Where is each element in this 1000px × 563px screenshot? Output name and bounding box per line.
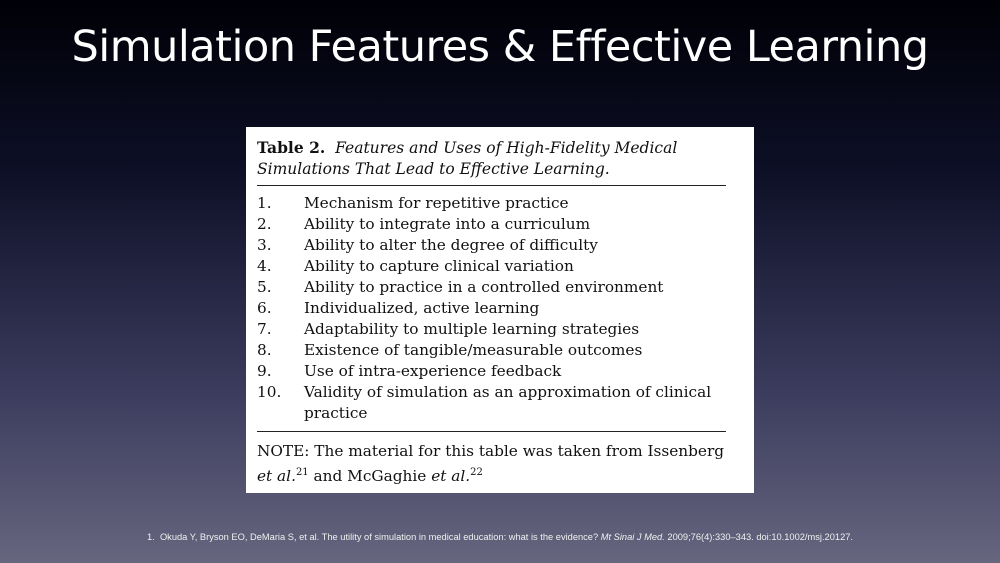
feature-text: Use of intra-experience feedback [304, 362, 562, 380]
table-label: Table 2. [257, 138, 326, 157]
feature-item [257, 361, 726, 382]
feature-item [257, 382, 726, 424]
feature-number: 7. [257, 320, 272, 338]
feature-text: Individualized, active learning [304, 299, 540, 317]
feature-text: Mechanism for repetitive practice [304, 194, 569, 212]
feature-text: Ability to practice in a controlled environment [304, 278, 664, 296]
note-author1: et al. [257, 467, 296, 486]
table-caption-text: Features and Uses of High-Fidelity Medical Simulations That Lead to Effective Learning. [257, 139, 678, 178]
table-image [246, 127, 754, 493]
feature-number: 1. [257, 194, 272, 212]
citation-journal: Mt Sinai J Med. [600, 532, 665, 542]
note-ref2: 22 [470, 467, 483, 478]
feature-text: Ability to alter the degree of difficulty [304, 236, 598, 254]
feature-number: 4. [257, 257, 272, 275]
feature-text: Ability to capture clinical variation [304, 257, 574, 275]
citation-authors: Okuda Y, Bryson EO, DeMaria S, et al. The utility of simulation in medical education: what is the evidence? [159, 532, 599, 542]
feature-number: 2. [257, 215, 272, 233]
feature-number: 5. [257, 278, 272, 296]
table-caption [257, 137, 726, 180]
note-middle: and McGaghie [313, 467, 427, 486]
feature-item [257, 235, 726, 256]
note-author2: et al. [431, 467, 471, 486]
citation [0, 532, 1000, 542]
slide-title: Simulation Features & Effective Learning [71, 22, 929, 72]
note-ref1: 21 [295, 467, 309, 478]
feature-item [257, 298, 726, 319]
feature-item [257, 214, 726, 235]
feature-number: 3. [257, 236, 272, 254]
feature-list [257, 193, 726, 424]
feature-number: 10. [257, 383, 282, 401]
feature-text: Ability to integrate into a curriculum [304, 215, 591, 233]
table-note [257, 440, 726, 487]
feature-text: Existence of tangible/measurable outcomes [304, 341, 643, 359]
feature-item [257, 277, 726, 298]
feature-text: Adaptability to multiple learning strategies [304, 320, 640, 338]
table-rule-bottom [257, 431, 726, 432]
table-rule-top [257, 185, 726, 186]
feature-text: Validity of simulation as an approximation of clinical practice [304, 383, 712, 422]
note-prefix: NOTE: The material for this table was taken from Issenberg [257, 442, 725, 460]
feature-item [257, 256, 726, 277]
citation-details: 2009;76(4):330–343. doi:10.1002/msj.20127. [667, 532, 853, 542]
feature-number: 9. [257, 362, 272, 380]
feature-number: 6. [257, 299, 272, 317]
feature-item [257, 340, 726, 361]
feature-number: 8. [257, 341, 272, 359]
citation-number: 1. [147, 532, 155, 542]
feature-item [257, 193, 726, 214]
feature-item [257, 319, 726, 340]
